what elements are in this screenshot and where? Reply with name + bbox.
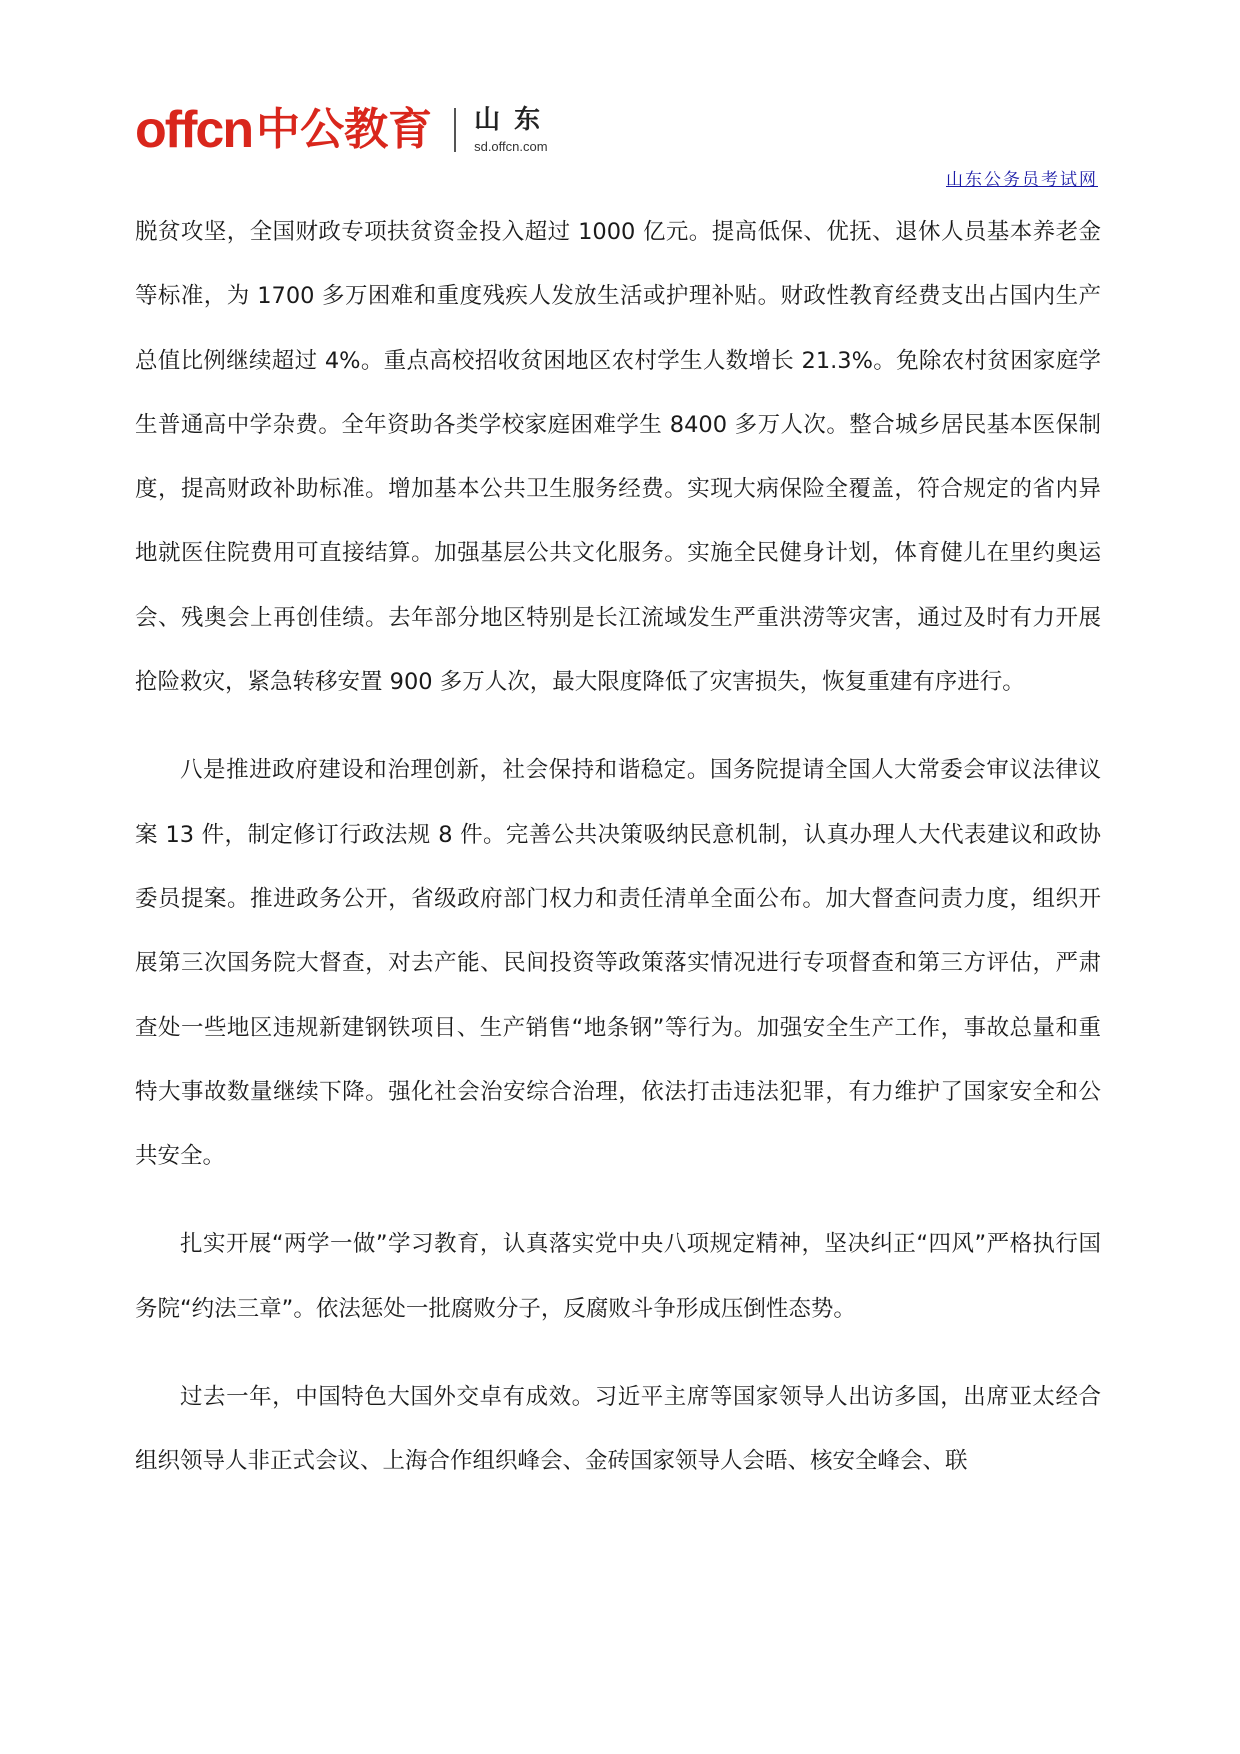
header-site-link[interactable]: 山东公务员考试网 bbox=[946, 170, 1098, 190]
logo-brand-text: offcn bbox=[135, 101, 253, 159]
paragraph: 八是推进政府建设和治理创新，社会保持和谐稳定。国务院提请全国人大常委会审议法律议案 13 件，制定修订行政法规 8 件。完善公共决策吸纳民意机制，认真办理人大代表建议和政协委员提案。推进政务公开，省级政府部门权力和责任清单全面公布。加大督查问责力度，组织开展第三次国务院大督查，对去产能、民间投资等政策落实情况进行专项督查和第三方评估，严肃查处一些地区违规新建钢铁项目、生产销售“地条钢”等行为。加强安全生产工作，事故总量和重特大事故数量继续下降。强化社会治安综合治理，依法打击违法犯罪，有力维护了国家安全和公共安全。 bbox=[135, 757, 1101, 1170]
offcn-logo bbox=[135, 100, 554, 160]
logo-region bbox=[474, 106, 554, 154]
paragraph: 扎实开展“两学一做”学习教育，认真落实党中央八项规定精神，坚决纠正“四风”严格执行国务院“约法三章”。依法惩处一批腐败分子，反腐败斗争形成压倒性态势。 bbox=[135, 1231, 1101, 1322]
document-body bbox=[135, 200, 1101, 1518]
paragraph: 过去一年，中国特色大国外交卓有成效。习近平主席等国家领导人出访多国，出席亚太经合组织领导人非正式会议、上海合作组织峰会、金砖国家领导人会晤、核安全峰会、联 bbox=[135, 1384, 1101, 1475]
logo-region-name: 山东 bbox=[474, 105, 555, 136]
logo-divider bbox=[454, 108, 456, 152]
logo-region-url: sd.offcn.com bbox=[474, 138, 548, 154]
paragraph: 脱贫攻坚，全国财政专项扶贫资金投入超过 1000 亿元。提高低保、优抚、退休人员基本养老金等标准，为 1700 多万困难和重度残疾人发放生活或护理补贴。财政性教育经费支出占国内生产总值比例继续超过 4%。重点高校招收贫困地区农村学生人数增长 21.3%。免除农村贫困家庭学生普通高中学杂费。全年资助各类学校家庭困难学生 8400 多万人次。整合城乡居民基本医保制度，提高财政补助标准。增加基本公共卫生服务经费。实现大病保险全覆盖，符合规定的省内异地就医住院费用可直接结算。加强基层公共文化服务。实施全民健身计划，体育健儿在里约奥运会、残奥会上再创佳绩。去年部分地区特别是长江流域发生严重洪涝等灾害，通过及时有力开展抢险救灾，紧急转移安置 900 多万人次，最大限度降低了灾害损失，恢复重建有序进行。 bbox=[135, 219, 1101, 696]
logo-chinese-name: 中公教育 bbox=[256, 104, 433, 155]
